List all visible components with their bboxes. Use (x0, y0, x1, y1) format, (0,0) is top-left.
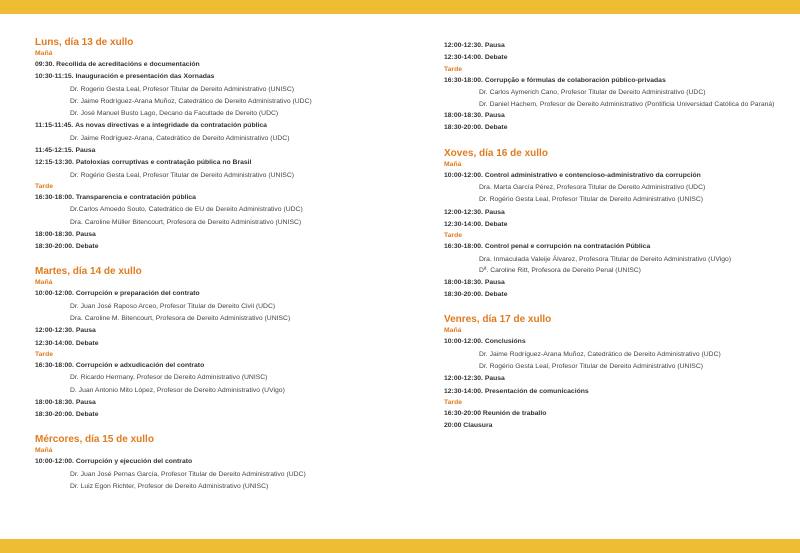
item-time: 16:30-18:00. (444, 76, 483, 84)
schedule-item (444, 52, 789, 64)
item-title: Debate (484, 124, 508, 132)
period-label: Tarde (444, 398, 463, 406)
speaker-line: Dr. Rogerio Gesta Leal, Profesor Titular de Dereito Administrativo (UNISC) (70, 85, 295, 93)
speaker-line: Dr. Rogério Gesta Leal, Profesor Titular de Dereito Administrativo (UNISC) (479, 196, 704, 204)
schedule-item (35, 397, 400, 409)
day-title: Martes, día 14 de xullo (35, 266, 142, 278)
period-label: Mañá (35, 447, 53, 455)
item-time: 10:30-11:15. (35, 73, 74, 81)
item-time: 12:00-12:30. (444, 208, 483, 216)
item-time: 12:30-14:00. (444, 54, 483, 62)
day-block (35, 36, 400, 253)
schedule-item (444, 420, 789, 432)
item-title: Presentación de comunicacións (484, 387, 589, 395)
schedule-item (35, 288, 400, 300)
item-time: 09:30. (35, 61, 55, 68)
period-label: Tarde (444, 65, 463, 73)
item-time: 10:00-12:00. (35, 290, 74, 298)
item-title: Transparencia e contratación pública (75, 193, 196, 201)
period-label: Tarde (35, 350, 54, 358)
item-title: Patoloxías corruptivas e contratação pública no Brasil (75, 159, 252, 167)
day-block (444, 147, 789, 302)
speaker-line: Dr. Rogério Gesta Leal, Profesor Titular de Dereito Administrativo (UNISC) (70, 171, 295, 179)
schedule-item (444, 289, 789, 301)
item-time: 12:00-12:30. (35, 327, 74, 335)
item-title: Debate (484, 54, 508, 62)
period-label: Mañá (444, 327, 462, 335)
item-time: 12:30-14:00. (444, 387, 483, 395)
item-time: 10:00-12:00. (35, 458, 74, 466)
item-title: Pausa (484, 278, 505, 286)
item-time: 18:00-18:30. (444, 112, 483, 120)
item-time: 10:00-12:00. (444, 338, 483, 346)
item-title: Pausa (75, 327, 96, 335)
item-time: 16:30-18:00. (35, 193, 74, 201)
speaker-line: Dra. Inmaculada Valeije Álvarez, Profesora Titular de Dereito Administrativo (UVigo) (479, 255, 732, 263)
schedule-item (444, 110, 789, 122)
speaker-line: Dr. Juan José Pernas García, Profesor Titular de Dereito Administrativo (UDC) (70, 470, 306, 478)
schedule-item (35, 145, 400, 157)
item-time: 16:30-18:00. (35, 361, 74, 369)
schedule-item (35, 229, 400, 241)
item-time: 10:00-12:00. (444, 171, 483, 179)
item-time: 18:00-18:30. (444, 278, 483, 286)
item-time: 18:30-20:00. (444, 124, 483, 132)
schedule-item (444, 373, 789, 385)
schedule-item (444, 40, 789, 52)
item-title: As novas directivas e a integridade da contratación pública (75, 122, 267, 130)
speaker-line: Dr. Juan José Raposo Arceo, Profesor Titular de Dereito Civil (UDC) (70, 302, 276, 310)
schedule-item (35, 192, 400, 204)
speaker-line: Dr. Jaime Rodríguez-Arana, Catedrático de Dereito Administrativo (UDC) (70, 134, 290, 142)
left-column (35, 30, 400, 505)
item-title: Corrupción e adxudicación del contrato (75, 361, 205, 369)
item-title: Corrupción e preparación del contrato (75, 290, 200, 298)
schedule-item (35, 120, 400, 132)
speaker-line: Dr. Jaime Rodríguez-Arana Muñoz, Catedrático de Dereito Administrativo (UDC) (70, 97, 312, 105)
period-label: Mañá (35, 50, 53, 57)
period-label: Mañá (35, 279, 53, 287)
item-title: Recollida de acreditacións e documentación (56, 61, 200, 68)
day-block (444, 40, 789, 135)
item-time: 18:30-20:00. (444, 291, 483, 299)
speaker-line: Dra. Caroline M. Bitencourt, Profesora de Dereito Administrativo (UNISC) (70, 315, 291, 323)
day-block (35, 433, 400, 493)
item-title: Pausa (75, 147, 96, 155)
schedule-item (444, 170, 789, 182)
speaker-line: Dr. Daniel Hachem, Profesor de Dereito Administrativo (Pontificia Universidad Católica do Paraná) (479, 101, 775, 109)
schedule-item (444, 336, 789, 348)
speaker-line: Dr. Carlos Aymerich Cano, Profesor Titular de Dereito Administrativo (UDC) (479, 88, 706, 96)
schedule-item (444, 122, 789, 134)
schedule-item (35, 338, 400, 350)
item-title: Clausura (463, 422, 493, 430)
day-block (444, 313, 789, 432)
item-title: Reunión de traballo (482, 409, 547, 417)
item-title: Debate (75, 243, 99, 251)
item-time: 12:30-14:00. (35, 339, 74, 347)
schedule-item (35, 409, 400, 421)
schedule-item (35, 241, 400, 253)
item-title: Control administrativo e contencioso-administrativo da corrupción (484, 171, 701, 179)
item-title: Pausa (484, 208, 505, 216)
schedule-item (444, 386, 789, 398)
item-title: Inauguración e presentación das Xornadas (75, 73, 215, 81)
speaker-line: Dr. Luiz Egon Richter, Profesor de Dereito Administrativo (UNISC) (70, 483, 269, 491)
schedule-item (35, 59, 400, 71)
item-time: 12:00-12:30. (444, 375, 483, 383)
item-title: Pausa (484, 375, 505, 383)
item-time: 11:15-11:45. (35, 122, 74, 130)
right-column (444, 40, 789, 445)
item-time: 12:00-12:30. (444, 42, 483, 49)
speaker-line: Dr. José Manuel Busto Lago, Decano da Facultade de Dereito (UDC) (70, 110, 279, 118)
day-block (35, 265, 400, 421)
schedule-item (444, 241, 789, 253)
speaker-line: Dr. Rogério Gesta Leal, Profesor Titular de Dereito Administrativo (UNISC) (479, 363, 704, 371)
item-time: 11:45-12:15. (35, 147, 74, 155)
speaker-line: D. Juan Antonio Mito López, Profesor de Dereito Administrativo (UVigo) (70, 386, 285, 394)
item-time: 20:00 (444, 422, 462, 430)
speaker-line: Dr. Ricardo Hermany, Profesor de Dereito Administrativo (UNISC) (70, 374, 268, 382)
schedule-item (35, 325, 400, 337)
day-title: Venres, día 17 de xullo (444, 314, 552, 326)
bottom-accent-bar (0, 539, 800, 553)
speaker-line: Dr. Jaime Rodríguez-Arana Muñoz, Catedrático de Dereito Administrativo (UDC) (479, 350, 721, 358)
top-accent-bar (0, 0, 800, 14)
item-time: 18:00-18:30. (35, 398, 74, 406)
item-title: Corrupção e fórmulas de colaboración público-privadas (484, 76, 666, 84)
item-time: 16:30-18:00. (444, 243, 483, 251)
item-title: Pausa (75, 230, 96, 238)
item-title: Conclusións (484, 338, 526, 346)
schedule-item (444, 408, 789, 420)
speaker-line: Dra. Caroline Müller Bitencourt, Profesora de Dereito Administrativo (UNISC) (70, 218, 302, 226)
schedule-item (35, 71, 400, 83)
item-title: Debate (75, 339, 99, 347)
day-title: Mércores, día 15 de xullo (35, 434, 154, 446)
schedule-item (444, 75, 789, 87)
schedule-item (35, 360, 400, 372)
period-label: Mañá (444, 160, 462, 168)
item-title: Debate (484, 220, 508, 228)
schedule-item (444, 207, 789, 219)
item-time: 18:00-18:30. (35, 230, 74, 238)
speaker-line: Dra. Marta García Pérez, Profesora Titular de Dereito Administrativo (UDC) (479, 184, 706, 192)
speaker-line: Dª. Caroline Ritt, Profesora de Dereito Penal (UNISC) (479, 266, 641, 274)
schedule-item (35, 456, 400, 468)
period-label: Tarde (444, 232, 463, 240)
speaker-line: Dr.Carlos Amoedo Souto, Catedrático de EU de Dereito Administrativo (UDC) (70, 206, 303, 214)
schedule-item (444, 277, 789, 289)
schedule-item (35, 157, 400, 169)
period-label: Tarde (35, 182, 54, 190)
day-title: Xoves, día 16 de xullo (444, 147, 548, 159)
item-title: Corrupción y ejecución del contrato (75, 458, 193, 466)
item-time: 18:30-20:00. (35, 243, 74, 251)
item-time: 12:30-14:00. (444, 220, 483, 228)
item-title: Pausa (484, 42, 505, 49)
item-title: Debate (484, 291, 508, 299)
item-title: Debate (75, 411, 99, 419)
day-title: Luns, día 13 de xullo (35, 37, 134, 48)
item-time: 12:15-13:30. (35, 159, 74, 167)
item-title: Control penal e corrupción na contratación Pública (484, 243, 651, 251)
item-title: Pausa (75, 398, 96, 406)
schedule-item (444, 219, 789, 231)
item-time: 18:30-20:00. (35, 411, 74, 419)
item-title: Pausa (484, 112, 505, 120)
item-time: 16:30-20:00 (444, 409, 482, 417)
